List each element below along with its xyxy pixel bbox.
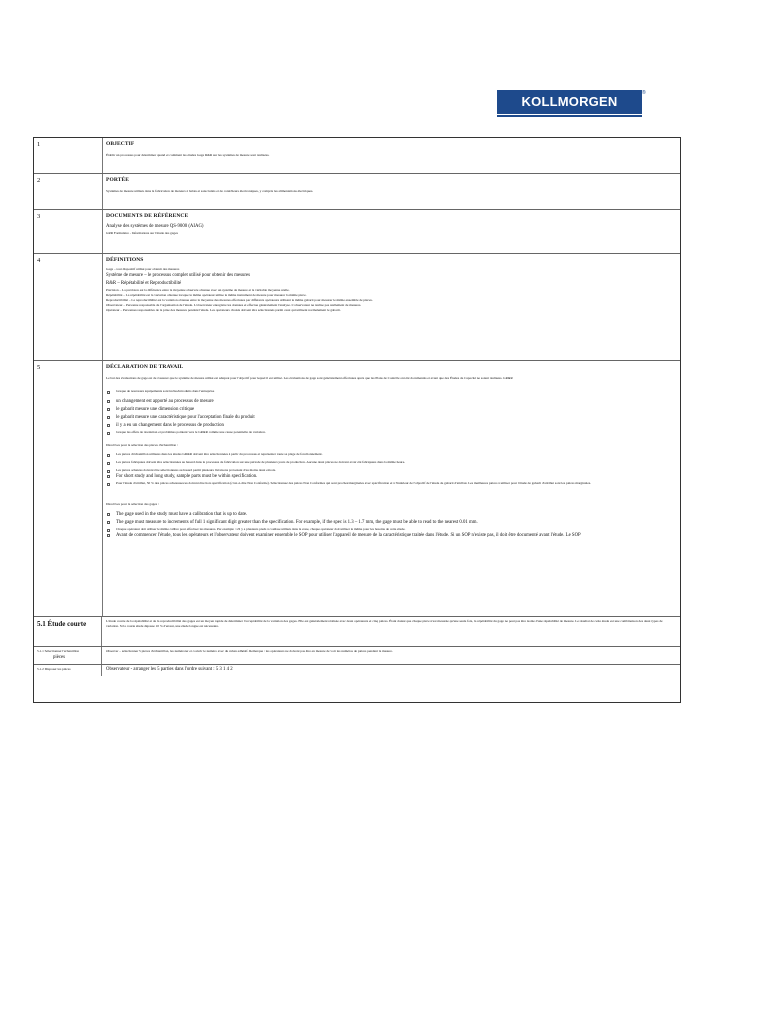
registered-mark: ® bbox=[642, 90, 646, 96]
list-item: Pour l'étude d'attribut, 50 % des pièces acheteuses/es doivent être hors spécification (c'est-à-dire Non Conforme). Sélectionnez des pièces Non Conformes qui sont proches/marginales avec spécification et à l'intérieur de l'objectif de l'étude de gabarit d'attribut. Les meilleures pièces à utiliser pour l'étude de gabarit d'attribut sont les pièces marginales. bbox=[106, 481, 676, 486]
step-label-continued: pièces bbox=[53, 655, 65, 660]
section-title: DOCUMENTS DE RÉFÉRENCE bbox=[106, 213, 189, 219]
step-label: 5.1.1 Sélectionner l'échantillon bbox=[37, 649, 80, 653]
section-objectif bbox=[34, 138, 680, 174]
definition-precision: Précision – La précision est la différence entre la moyenne observée obtenue avec un système de mesure et la véritable moyenne réelle. bbox=[106, 288, 290, 292]
directive-parts-heading: Directives pour la sélection des pièces d'échantillon : bbox=[106, 443, 178, 447]
bullet-list-parts bbox=[106, 452, 676, 486]
list-item: un changement est apporté au processus de mesure bbox=[106, 398, 676, 406]
section-definitions bbox=[34, 254, 680, 361]
section-documents bbox=[34, 210, 680, 254]
section-title: PORTÉE bbox=[106, 177, 130, 183]
section-declaration bbox=[34, 361, 680, 617]
list-item: lorsque de nouveaux équipements sont inclus/introduits dans l'entreprise bbox=[106, 389, 676, 394]
definition-rr: R&R – Répétabilité et Reproductibilité bbox=[106, 281, 182, 286]
definition-repetabilite: Répétabilité – La répétabilité est la variation obtenue lorsque le même opérateur utilise le même instrument de mesure pour mesurer la même pièce. bbox=[106, 293, 307, 297]
step-arrange bbox=[34, 665, 680, 676]
section-number: 5 bbox=[37, 364, 41, 371]
list-item: Les pièces achetées doivent être sélectionnées au hasard parmi plusieurs livraisons provenant d'au moins deux envois. bbox=[106, 468, 676, 473]
definition-reproductibilite: Reproductibilité – La reproductibilité est la variation obtenue entre la moyenne des mesures effectuées par différents opérateurs utilisant le même gabarit pour mesurer le même ensemble de pièces. bbox=[106, 298, 373, 302]
section-etude-courte bbox=[34, 617, 680, 647]
definition-gage: Gage – tout dispositif utilisé pour obtenir des mesures bbox=[106, 267, 180, 271]
subsection-text: L'étude courte de la répétabilité et de la reproductibilité des gages est un moyen rapide de déterminer l'acceptabilité de la variation des gages. Elle est généralement réalisée avec deux opérateurs et cinq pièces. Étant donné que chaque pièce n'est mesurée qu'une seule fois, la répétabilité du gage ne peut pas être isolée d'une répétabilité de mesure. Le résultat de cette étude est une combinaison des deux types de variation. Si la courte étude dépasse 10 % d'erreur, une étude longue est nécessaire. bbox=[106, 619, 663, 628]
list-item: il y a eu un changement dans le processus de production bbox=[106, 422, 676, 430]
list-item: The gage must measure to increments of full 1 significant digit greater than the specification. For example, if the spec is 1.3 – 1.7 mm, the gage must be able to read to the nearest 0.01 mm. bbox=[106, 519, 676, 527]
step-label: 5.1.2 Disposer les pièces bbox=[34, 665, 102, 676]
procedure-document bbox=[33, 137, 681, 703]
logo-underline bbox=[497, 115, 642, 117]
section-number: 4 bbox=[37, 257, 41, 264]
definition-systeme: Système de mesure – le processus complet utilisé pour obtenir des mesures bbox=[106, 273, 251, 278]
list-item: Chaque opérateur doit utiliser le même calibre pour effectuer les mesures. Par exemple : s'il y a plusieurs pieds à coulisse utilisés dans la zone, chaque opérateur doit utiliser le même pour les besoins de cette étude. bbox=[106, 527, 676, 532]
step-selection bbox=[34, 647, 680, 665]
section-title: DÉFINITIONS bbox=[106, 257, 144, 263]
bullet-list-gages bbox=[106, 511, 676, 540]
section-portee bbox=[34, 174, 680, 210]
definition-observateur: Observateur – Personne responsable de l'organisation de l'étude. L'observateur enregistre les données et effectue généralement l'analyse. L'observateur ne réalise pas réellement de mesures. bbox=[106, 303, 362, 307]
kollmorgen-logo: KOLLMORGEN bbox=[497, 90, 642, 114]
subsection-label: 5.1 Étude courte bbox=[34, 617, 102, 646]
reference-grr-form: GRR Formulaire - Informations sur l'étude des gages bbox=[106, 231, 178, 235]
section-number: 2 bbox=[37, 177, 41, 184]
reference-aiag: Analyse des systèmes de mesure QS-9000 (AIAG) bbox=[106, 224, 204, 229]
list-item: Avant de commencer l'étude, tous les opérateurs et l'observateur doivent examiner ensemble le SOP pour utiliser l'appareil de mesure de la caractéristique traitée dans l'étude. Si un SOP n'existe pas, il doit être documenté avant l'étude. Le SOP bbox=[106, 532, 676, 540]
section-text: Établir un processus pour déterminer quand et comment les études Gage R&R sur les systèmes de mesure sont réalisées. bbox=[106, 153, 270, 157]
list-item: For short study and long study, sample parts must be within specification. bbox=[106, 473, 676, 481]
step-text: Observer – sélectionner 5 pièces d'échantillon, les numéroter et couvrir le numéro avec du ruban adhésif. Remarque : les opérateurs ne doivent pas être en mesure de voir les numéros de pièces pendant la mesure. bbox=[106, 649, 393, 653]
step-text: Observateur - arranger les 5 parties dans l'ordre suivant : 5 3 1 4 2 bbox=[106, 667, 233, 672]
list-item: lorsque les effets de résolution et problèmes pointent vers le GR&R comme une cause potentielle de variation. bbox=[106, 430, 676, 435]
definition-operateur: Opérateur – Personnes responsables de la prise des mesures pendant l'étude. Les opérateurs choisis doivent être sélectionnés parmi ceux qui utilisent normalement le gabarit. bbox=[106, 308, 341, 312]
list-item: le gabarit mesure une dimension critique bbox=[106, 406, 676, 414]
list-item: The gage used in the study must have a calibration that is up to date. bbox=[106, 511, 676, 519]
declaration-intro: Le but des évaluations de gage est de s'assurer que le système de mesure utilisé est adéquat pour l'objectif pour lequel il est utilisé. Les évaluations de gage sont généralement effectuées après que les Plans de Contrôle ont été documentés et avant que des Études de Capacité ne soient réalisées. GR&R bbox=[106, 376, 513, 380]
section-number: 1 bbox=[37, 141, 41, 148]
section-text: Systèmes de mesure utilisés dans la fabrication de moteurs à balais et sans balais et de contrôleurs électroniques, y compris les alimentations électriques. bbox=[106, 189, 314, 193]
section-title: DÉCLARATION DE TRAVAIL bbox=[106, 364, 184, 370]
section-title: OBJECTIF bbox=[106, 141, 135, 147]
list-item: Les pièces fabriquées doivent être sélectionnées au hasard dans le processus de fabrication sur une période de plusieurs jours de production. Aucune deux pièces ne doivent avoir été fabriquées dans la même heure. bbox=[106, 460, 676, 465]
directive-gages-heading: Directives pour la sélection des gages : bbox=[106, 502, 159, 506]
section-number: 3 bbox=[37, 213, 41, 220]
list-item: Les pièces d'échantillon utilisées dans les études GR&R doivent être sélectionnées à partir du processus et représenter toute sa plage de fonctionnement. bbox=[106, 452, 676, 457]
bullet-list-triggers bbox=[106, 389, 676, 435]
list-item: le gabarit mesure une caractéristique pour l'acceptation finale du produit bbox=[106, 414, 676, 422]
